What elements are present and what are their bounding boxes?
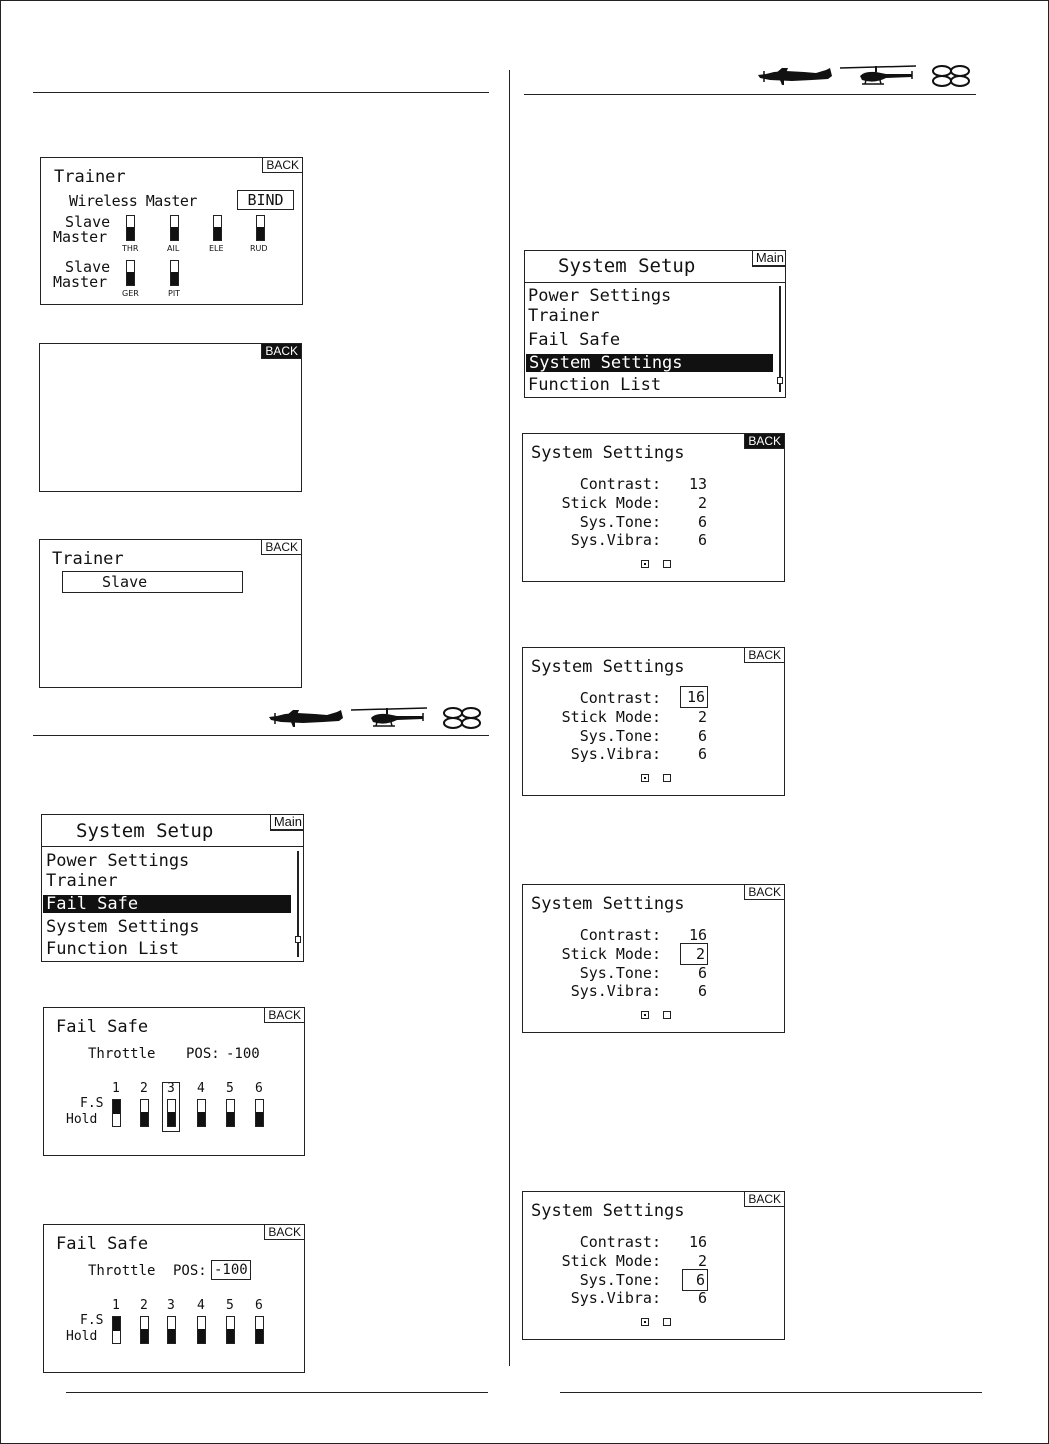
setting-label-contrast: Contrast: [579, 926, 661, 944]
title-divider [525, 282, 786, 283]
failsafe-switch[interactable] [167, 1316, 176, 1344]
failsafe-switch[interactable] [140, 1099, 149, 1127]
page-indicator-active[interactable] [641, 560, 649, 568]
column-divider [509, 70, 510, 1366]
channel-number: 6 [255, 1081, 263, 1096]
page-indicator[interactable] [663, 774, 671, 782]
channel-switch[interactable] [213, 215, 222, 241]
pos-value[interactable]: -100 [211, 1260, 251, 1280]
channel-switch[interactable] [126, 215, 135, 241]
left-mid-rule [33, 735, 489, 736]
setting-label-sys-tone: Sys.Tone: [579, 727, 661, 745]
setting-value-sys-tone[interactable]: 6 [697, 513, 707, 531]
model-type-icons-mid [267, 704, 491, 732]
back-button[interactable]: BACK [261, 539, 302, 555]
screen-title: Trainer [54, 167, 126, 187]
left-top-rule [33, 92, 489, 93]
failsafe-switch[interactable] [255, 1099, 264, 1127]
helicopter-icon [840, 66, 916, 84]
channel-switch[interactable] [170, 215, 179, 241]
failsafe-switch[interactable] [226, 1099, 235, 1127]
fs-label: F.S [80, 1313, 104, 1328]
channel-number: 3 [167, 1298, 175, 1313]
menu-item-fail-safe[interactable]: Fail Safe [528, 330, 621, 350]
channel-label: THR [122, 244, 139, 253]
setting-value-contrast[interactable]: 16 [688, 926, 707, 944]
setting-label-stick-mode: Stick Mode: [561, 708, 661, 726]
setting-value-sys-vibra[interactable]: 6 [697, 745, 707, 763]
trainer-mode-select[interactable]: Slave [62, 571, 243, 593]
menu-item-system-settings[interactable]: System Settings [526, 354, 773, 372]
master-label: Master [53, 228, 108, 246]
channel-name: Throttle [88, 1046, 156, 1062]
page-indicator[interactable] [663, 1011, 671, 1019]
model-type-icons-top [756, 62, 980, 90]
menu-item-function-list[interactable]: Function List [528, 375, 662, 395]
back-button[interactable]: BACK [261, 343, 302, 359]
failsafe-switch[interactable] [140, 1316, 149, 1344]
menu-item-trainer[interactable]: Trainer [46, 871, 118, 891]
back-button[interactable]: BACK [744, 433, 785, 449]
setting-label-sys-tone: Sys.Tone: [579, 964, 661, 982]
channel-number: 2 [140, 1298, 148, 1313]
multirotor-icon [444, 708, 480, 728]
page-indicator-active[interactable] [641, 1318, 649, 1326]
pos-value[interactable]: -100 [226, 1046, 260, 1062]
trainer-mode[interactable]: Wireless Master [69, 192, 197, 210]
channel-number: 5 [226, 1081, 234, 1096]
failsafe-switch[interactable] [255, 1316, 264, 1344]
screen-title: System Settings [531, 1201, 685, 1221]
hold-label: Hold [66, 1112, 98, 1127]
menu-item-power-settings[interactable]: Power Settings [528, 286, 672, 306]
master-label: Master [53, 273, 108, 291]
back-button[interactable]: BACK [744, 1191, 785, 1207]
setting-value-sys-tone[interactable]: 6 [697, 964, 707, 982]
screen-title: System Setup [76, 820, 214, 842]
back-button[interactable]: BACK [744, 647, 785, 663]
menu-item-function-list[interactable]: Function List [46, 939, 180, 959]
screen-title: System Settings [531, 894, 685, 914]
failsafe-switch[interactable] [197, 1099, 206, 1127]
setting-label-sys-tone: Sys.Tone: [579, 1271, 661, 1289]
channel-number[interactable]: 3 [167, 1081, 175, 1096]
setting-value-stick-mode[interactable]: 2 [680, 943, 708, 965]
system-setup-screen [524, 250, 786, 398]
setting-label-stick-mode: Stick Mode: [561, 494, 661, 512]
channel-name: Throttle [88, 1263, 156, 1279]
setting-value-sys-vibra[interactable]: 6 [697, 982, 707, 1000]
fail-safe-screen [43, 1007, 305, 1156]
setting-label-sys-vibra: Sys.Vibra: [570, 745, 661, 763]
setting-label-contrast: Contrast: [579, 1233, 661, 1251]
trainer-slave-screen [39, 539, 302, 688]
scroll-thumb[interactable] [777, 377, 783, 384]
channel-switch[interactable] [256, 215, 265, 241]
back-button[interactable]: BACK [264, 1007, 305, 1023]
channel-label: ELE [209, 244, 224, 253]
screen-title: System Setup [558, 255, 696, 277]
title-divider [42, 846, 304, 847]
multirotor-icon [933, 66, 969, 86]
screen-title: Trainer [52, 549, 124, 569]
screen-title: System Settings [531, 443, 685, 463]
fs-label: F.S [80, 1096, 104, 1111]
setting-label-stick-mode: Stick Mode: [561, 1252, 661, 1270]
pos-label: POS: [173, 1263, 207, 1279]
screen-title: Fail Safe [56, 1234, 149, 1254]
airplane-icon [269, 710, 343, 727]
menu-item-system-settings[interactable]: System Settings [46, 917, 200, 937]
setting-label-stick-mode: Stick Mode: [561, 945, 661, 963]
back-button[interactable]: BACK [744, 884, 785, 900]
channel-switch[interactable] [126, 260, 135, 286]
screen-title: Fail Safe [56, 1017, 149, 1037]
page-indicator[interactable] [663, 560, 671, 568]
channel-label: AIL [167, 244, 180, 253]
pos-label: POS: [186, 1046, 220, 1062]
setting-value-stick-mode[interactable]: 2 [697, 708, 707, 726]
channel-number: 6 [255, 1298, 263, 1313]
setting-value-contrast[interactable]: 16 [680, 686, 708, 708]
system-settings-screen [522, 647, 785, 796]
menu-item-fail-safe[interactable]: Fail Safe [43, 895, 291, 913]
failsafe-switch[interactable] [197, 1316, 206, 1344]
channel-label: PIT [168, 289, 181, 298]
setting-label-sys-vibra: Sys.Vibra: [570, 1289, 661, 1307]
channel-label: RUD [250, 244, 268, 253]
page-indicator-active[interactable] [641, 774, 649, 782]
fail-safe-screen [43, 1224, 305, 1373]
main-tab[interactable]: Main [270, 814, 304, 831]
main-tab[interactable]: Main [752, 250, 786, 267]
right-top-rule [524, 94, 976, 95]
back-button[interactable]: BACK [264, 1224, 305, 1240]
menu-item-trainer[interactable]: Trainer [528, 306, 600, 326]
setting-label-sys-vibra: Sys.Vibra: [570, 982, 661, 1000]
blank-screen [39, 343, 302, 492]
channel-number: 4 [197, 1081, 205, 1096]
setting-label-sys-tone: Sys.Tone: [579, 513, 661, 531]
setting-label-contrast: Contrast: [579, 475, 661, 493]
setting-value-sys-vibra[interactable]: 6 [697, 531, 707, 549]
hold-label: Hold [66, 1329, 98, 1344]
scroll-thumb[interactable] [295, 936, 301, 943]
slave-label: Slave [65, 258, 111, 276]
setting-label-sys-vibra: Sys.Vibra: [570, 531, 661, 549]
slave-label: Slave [65, 213, 111, 231]
system-settings-screen [522, 884, 785, 1033]
system-settings-screen [522, 1191, 785, 1340]
channel-number: 5 [226, 1298, 234, 1313]
setting-value-sys-vibra[interactable]: 6 [697, 1289, 707, 1307]
page-indicator-active[interactable] [641, 1011, 649, 1019]
failsafe-switch[interactable] [167, 1099, 176, 1127]
system-settings-screen [522, 433, 785, 582]
failsafe-switch[interactable] [112, 1099, 121, 1127]
channel-number: 2 [140, 1081, 148, 1096]
helicopter-icon [351, 708, 427, 726]
system-setup-screen [41, 814, 304, 962]
trainer-master-screen [40, 157, 303, 305]
setting-value-stick-mode[interactable]: 2 [697, 494, 707, 512]
failsafe-switch[interactable] [112, 1316, 121, 1344]
setting-label-contrast: Contrast: [579, 689, 661, 707]
setting-value-sys-tone[interactable]: 6 [682, 1269, 708, 1291]
left-bottom-rule [66, 1392, 488, 1393]
page-indicator[interactable] [663, 1318, 671, 1326]
channel-number: 4 [197, 1298, 205, 1313]
right-bottom-rule [560, 1392, 982, 1393]
failsafe-switch[interactable] [226, 1316, 235, 1344]
setting-value-stick-mode[interactable]: 2 [697, 1252, 707, 1270]
setting-value-contrast[interactable]: 13 [688, 475, 707, 493]
screen-title: System Settings [531, 657, 685, 677]
setting-value-sys-tone[interactable]: 6 [697, 727, 707, 745]
menu-item-power-settings[interactable]: Power Settings [46, 851, 190, 871]
bind-button[interactable]: BIND [237, 190, 294, 210]
setting-value-contrast[interactable]: 16 [688, 1233, 707, 1251]
channel-label: GER [122, 289, 139, 298]
airplane-icon [758, 68, 832, 85]
back-button[interactable]: BACK [262, 157, 303, 173]
channel-number: 1 [112, 1298, 120, 1313]
channel-number: 1 [112, 1081, 120, 1096]
channel-switch[interactable] [170, 260, 179, 286]
